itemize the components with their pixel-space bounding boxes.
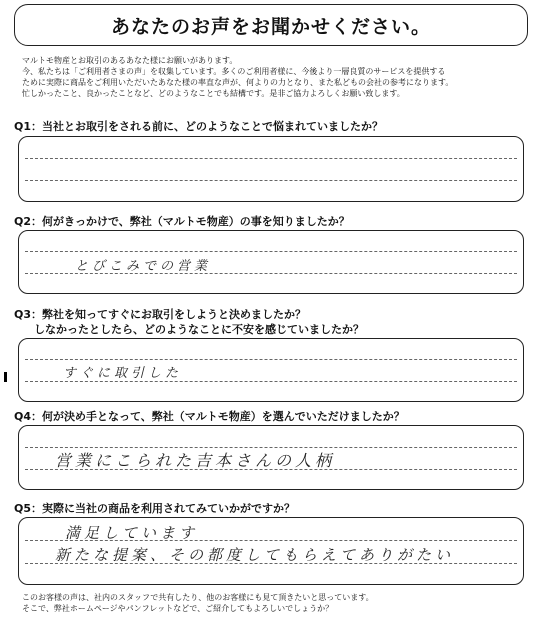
dashed-rule xyxy=(25,158,517,159)
answer-box-2 xyxy=(18,230,524,294)
answer-5-handwriting-line1: 満足しています xyxy=(65,524,199,542)
scan-mark xyxy=(4,372,7,382)
question-4-label: Q4：何が決め手となって、弊社（マルトモ物産）を選んでいただけましたか？ xyxy=(14,410,405,423)
question-3-label: Q3：弊社を知ってすぐにお取引をしようと決めましたか？ xyxy=(14,308,307,321)
footer-line: そこで、弊社ホームページやパンフレットなどで、ご紹介してもよろしいでしょうか？ xyxy=(22,604,334,613)
question-5-label: Q5：実際に当社の商品を利用されてみていかがですか？ xyxy=(14,502,296,515)
intro-line: 忙しかったこと、良かったことなど、どのようなことでも結構です。是非ご協力よろしくお願い致します。 xyxy=(22,89,405,98)
page-title: あなたのお声をお聞かせください。 xyxy=(110,15,431,38)
intro-line: 今、私たちは「ご利用者さまの声」を収集しています。多くのご利用者様に、今後より一層良質のサービスを提供する xyxy=(22,67,446,76)
dashed-rule xyxy=(25,359,517,360)
dashed-rule xyxy=(25,381,517,382)
question-2-label: Q2：何がきっかけで、弊社（マルトモ物産）の事を知りましたか？ xyxy=(14,215,350,228)
answer-4-handwriting: 営業にこられた吉本さんの人柄 xyxy=(55,451,336,470)
intro-paragraph xyxy=(22,55,522,99)
answer-box-1 xyxy=(18,136,524,202)
dashed-rule xyxy=(25,180,517,181)
answer-2-handwriting: とびこみでの営業 xyxy=(75,259,212,274)
footer-line: このお客様の声は、社内のスタッフで共有したり、他のお客様にも見て頂きたいと思っています。 xyxy=(22,593,374,602)
intro-line: マルトモ物産とお取引のあるあなた様にお願いがあります。 xyxy=(22,56,238,65)
intro-line: ために実際に商品をご利用いただいたあなた様の率直な声が、何よりの力となり、また私どもの会社の参考になります。 xyxy=(22,78,454,87)
question-3-label-line2: しなかったとしたら、どのようなことに不安を感じていましたか？ xyxy=(34,323,364,336)
answer-5-handwriting-line2: 新たな提案、その都度してもらえてありがたい xyxy=(55,546,455,564)
answer-box-3 xyxy=(18,338,524,402)
footer-note xyxy=(22,592,522,614)
answer-box-4 xyxy=(18,425,524,490)
answer-box-5 xyxy=(18,517,524,585)
answer-3-handwriting: すぐに取引した xyxy=(63,366,183,381)
dashed-rule xyxy=(25,251,517,252)
title-banner xyxy=(14,4,528,46)
question-1-label: Q1：当社とお取引をされる前に、どのようなことで悩まれていましたか？ xyxy=(14,120,384,133)
